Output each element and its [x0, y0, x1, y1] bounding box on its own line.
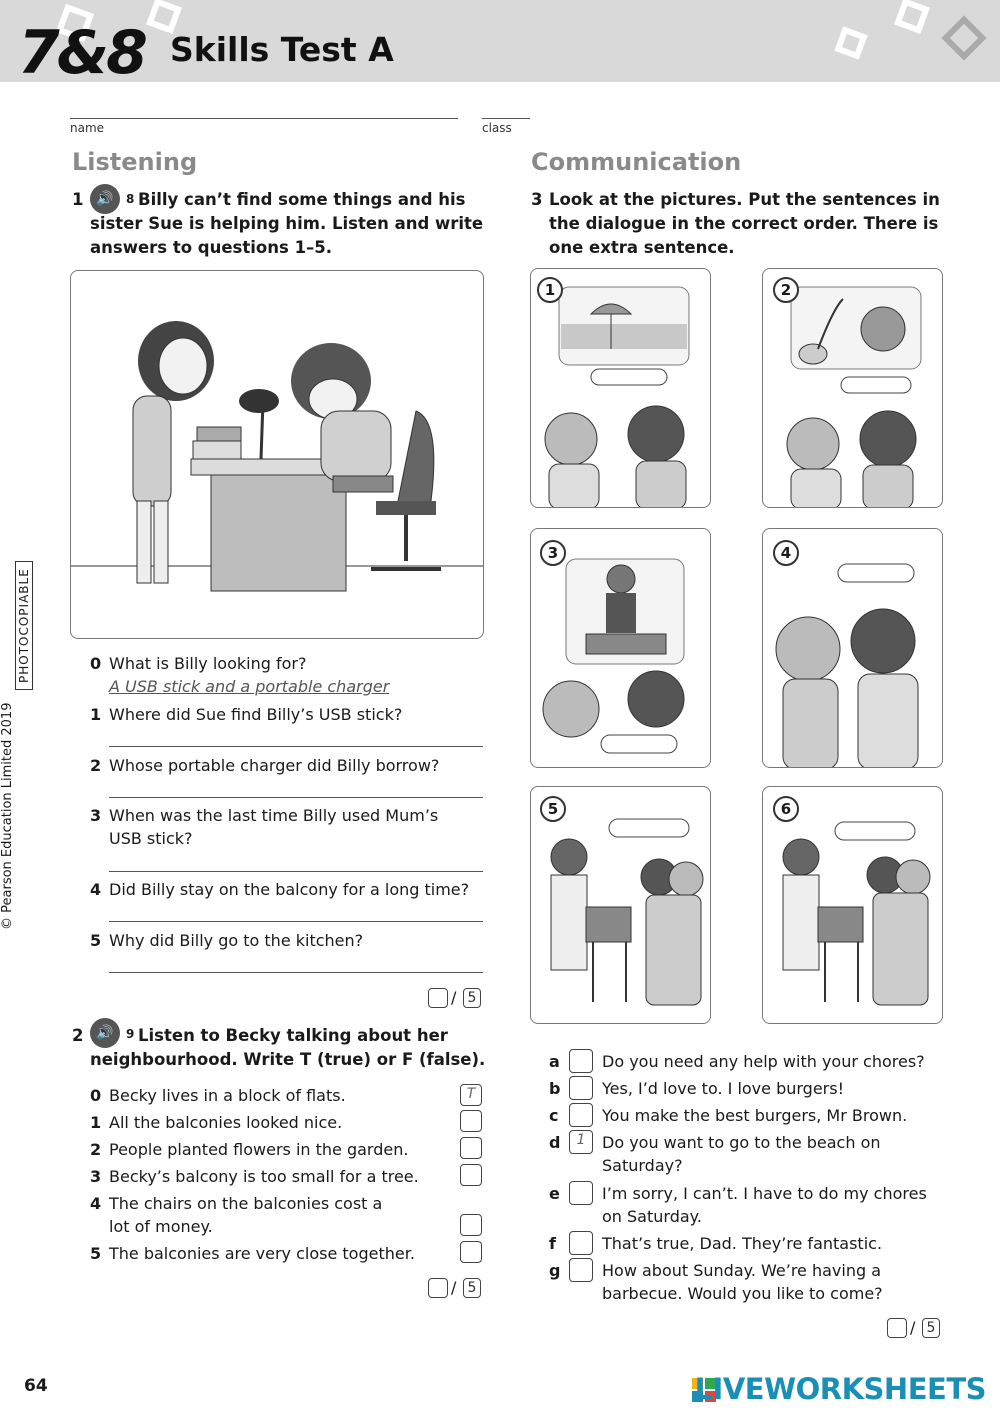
sentence-letter: f [549, 1234, 556, 1253]
score-slash: / [451, 988, 457, 1007]
sentence-letter: d [549, 1133, 561, 1152]
true-false-box[interactable] [460, 1214, 482, 1236]
order-box[interactable] [569, 1103, 593, 1127]
question-number: 1 [90, 705, 102, 724]
answer-line[interactable] [109, 746, 483, 747]
question-number: 0 [90, 654, 102, 673]
order-box[interactable] [569, 1049, 593, 1073]
sentence-text: I’m sorry, I can’t. I have to do my chores on Saturday. [602, 1184, 927, 1226]
statement-text: People planted flowers in the garden. [109, 1140, 409, 1159]
picture-panel-6 [762, 786, 943, 1024]
statement-number: 5 [90, 1244, 102, 1263]
statement-text: The balconies are very close together. [109, 1244, 415, 1263]
true-false-box[interactable] [460, 1164, 482, 1186]
task1-number: 1 [72, 190, 84, 209]
photocopiable-label: PHOTOCOPIABLE [15, 561, 33, 690]
picture-panel-1 [530, 268, 711, 508]
score-slash: / [451, 1278, 457, 1297]
score-total: 5 [463, 1278, 481, 1298]
true-false-box[interactable]: T [460, 1084, 482, 1106]
sentence-letter: c [549, 1106, 559, 1125]
picture-number: 5 [540, 796, 566, 822]
sentence-letter: e [549, 1184, 560, 1203]
question-number: 2 [90, 756, 102, 775]
task1-track: 8 [126, 192, 135, 206]
sentence-letter: a [549, 1052, 560, 1071]
class-line[interactable] [482, 118, 530, 119]
answer-line[interactable] [109, 921, 483, 922]
true-false-box[interactable] [460, 1137, 482, 1159]
question-text: What is Billy looking for? [109, 654, 307, 673]
order-box[interactable] [569, 1076, 593, 1100]
statement-number: 4 [90, 1194, 102, 1213]
question-number: 5 [90, 931, 102, 950]
score-input[interactable] [428, 1278, 448, 1298]
sentence-text: How about Sunday. We’re having a barbecue. Would you like to come? [602, 1261, 883, 1303]
picture-panel-2 [762, 268, 943, 508]
audio-speaker-icon[interactable]: 🔊 [90, 1018, 120, 1048]
example-answer: A USB stick and a portable charger [109, 677, 390, 696]
order-box[interactable] [569, 1258, 593, 1282]
statement-number: 0 [90, 1086, 102, 1105]
question-text: Where did Sue find Billy’s USB stick? [109, 705, 403, 724]
score-input[interactable] [428, 988, 448, 1008]
sentence-letter: b [549, 1079, 561, 1098]
brand-name[interactable]: LIVEWORKSHEETS [694, 1372, 986, 1406]
statement-text: All the balconies looked nice. [109, 1113, 343, 1132]
question-text: When was the last time Billy used Mum’s USB stick? [109, 806, 439, 848]
answer-line[interactable] [109, 797, 483, 798]
score-total: 5 [922, 1318, 940, 1338]
statement-text: Becky lives in a block of flats. [109, 1086, 346, 1105]
sentence-text: You make the best burgers, Mr Brown. [602, 1106, 908, 1125]
answer-line[interactable] [109, 871, 483, 872]
question-number: 4 [90, 880, 102, 899]
listening-title: Listening [72, 148, 198, 176]
question-text: Why did Billy go to the kitchen? [109, 931, 364, 950]
class-label: class [482, 121, 512, 135]
order-box[interactable]: 1 [569, 1130, 593, 1154]
statement-text: The chairs on the balconies cost a lot of money. [109, 1194, 383, 1236]
true-false-box[interactable] [460, 1110, 482, 1132]
barbecue-scene-illustration [531, 787, 711, 1024]
task2-number: 2 [72, 1026, 84, 1045]
barbecue-scene-illustration [763, 787, 943, 1024]
picture-number: 1 [537, 277, 563, 303]
answer-line[interactable] [109, 972, 483, 973]
page-number: 64 [24, 1376, 48, 1396]
true-false-box[interactable] [460, 1241, 482, 1263]
unit-number: 7&8 [18, 18, 145, 88]
beach-thought-illustration [531, 269, 711, 508]
picture-number: 4 [773, 540, 799, 566]
task1-instruction: Billy can’t find some things and his sister Sue is helping him. Listen and write answers to questions 1–5. [90, 190, 484, 257]
question-text: Did Billy stay on the balcony for a long time? [109, 880, 470, 899]
question-text: Whose portable charger did Billy borrow? [109, 756, 440, 775]
order-box[interactable] [569, 1231, 593, 1255]
statement-number: 2 [90, 1140, 102, 1159]
test-title: Skills Test A [170, 30, 394, 69]
task2-track: 9 [126, 1027, 135, 1041]
score-slash: / [910, 1318, 916, 1337]
picture-number: 6 [773, 796, 799, 822]
sentence-text: Do you want to go to the beach on Saturday? [602, 1133, 881, 1175]
sentence-text: That’s true, Dad. They’re fantastic. [602, 1234, 883, 1253]
picture-number: 3 [540, 540, 566, 566]
task2-instruction: Listen to Becky talking about her neighbourhood. Write T (true) or F (false). [90, 1026, 486, 1069]
score-total: 5 [463, 988, 481, 1008]
statement-number: 3 [90, 1167, 102, 1186]
sentence-text: Yes, I’d love to. I love burgers! [602, 1079, 844, 1098]
audio-speaker-icon[interactable]: 🔊 [90, 184, 120, 214]
picture-panel-5 [530, 786, 711, 1024]
task3-number: 3 [531, 190, 543, 209]
copyright-text: © Pearson Education Limited 2019 [0, 702, 15, 930]
sentence-text: Do you need any help with your chores? [602, 1052, 925, 1071]
order-box[interactable] [569, 1181, 593, 1205]
chores-thought-illustration [763, 269, 943, 508]
sentence-letter: g [549, 1261, 561, 1280]
listening-illustration [70, 270, 484, 639]
communication-title: Communication [531, 148, 742, 176]
name-line[interactable] [70, 118, 458, 119]
question-number: 3 [90, 806, 102, 825]
name-label: name [70, 121, 105, 135]
statement-number: 1 [90, 1113, 102, 1132]
task3-instruction: Look at the pictures. Put the sentences in the dialogue in the correct order. There is one extra sentence. [549, 190, 940, 257]
billy-and-sue-illustration [71, 271, 484, 639]
statement-text: Becky’s balcony is too small for a tree. [109, 1167, 419, 1186]
picture-number: 2 [773, 277, 799, 303]
score-input[interactable] [887, 1318, 907, 1338]
